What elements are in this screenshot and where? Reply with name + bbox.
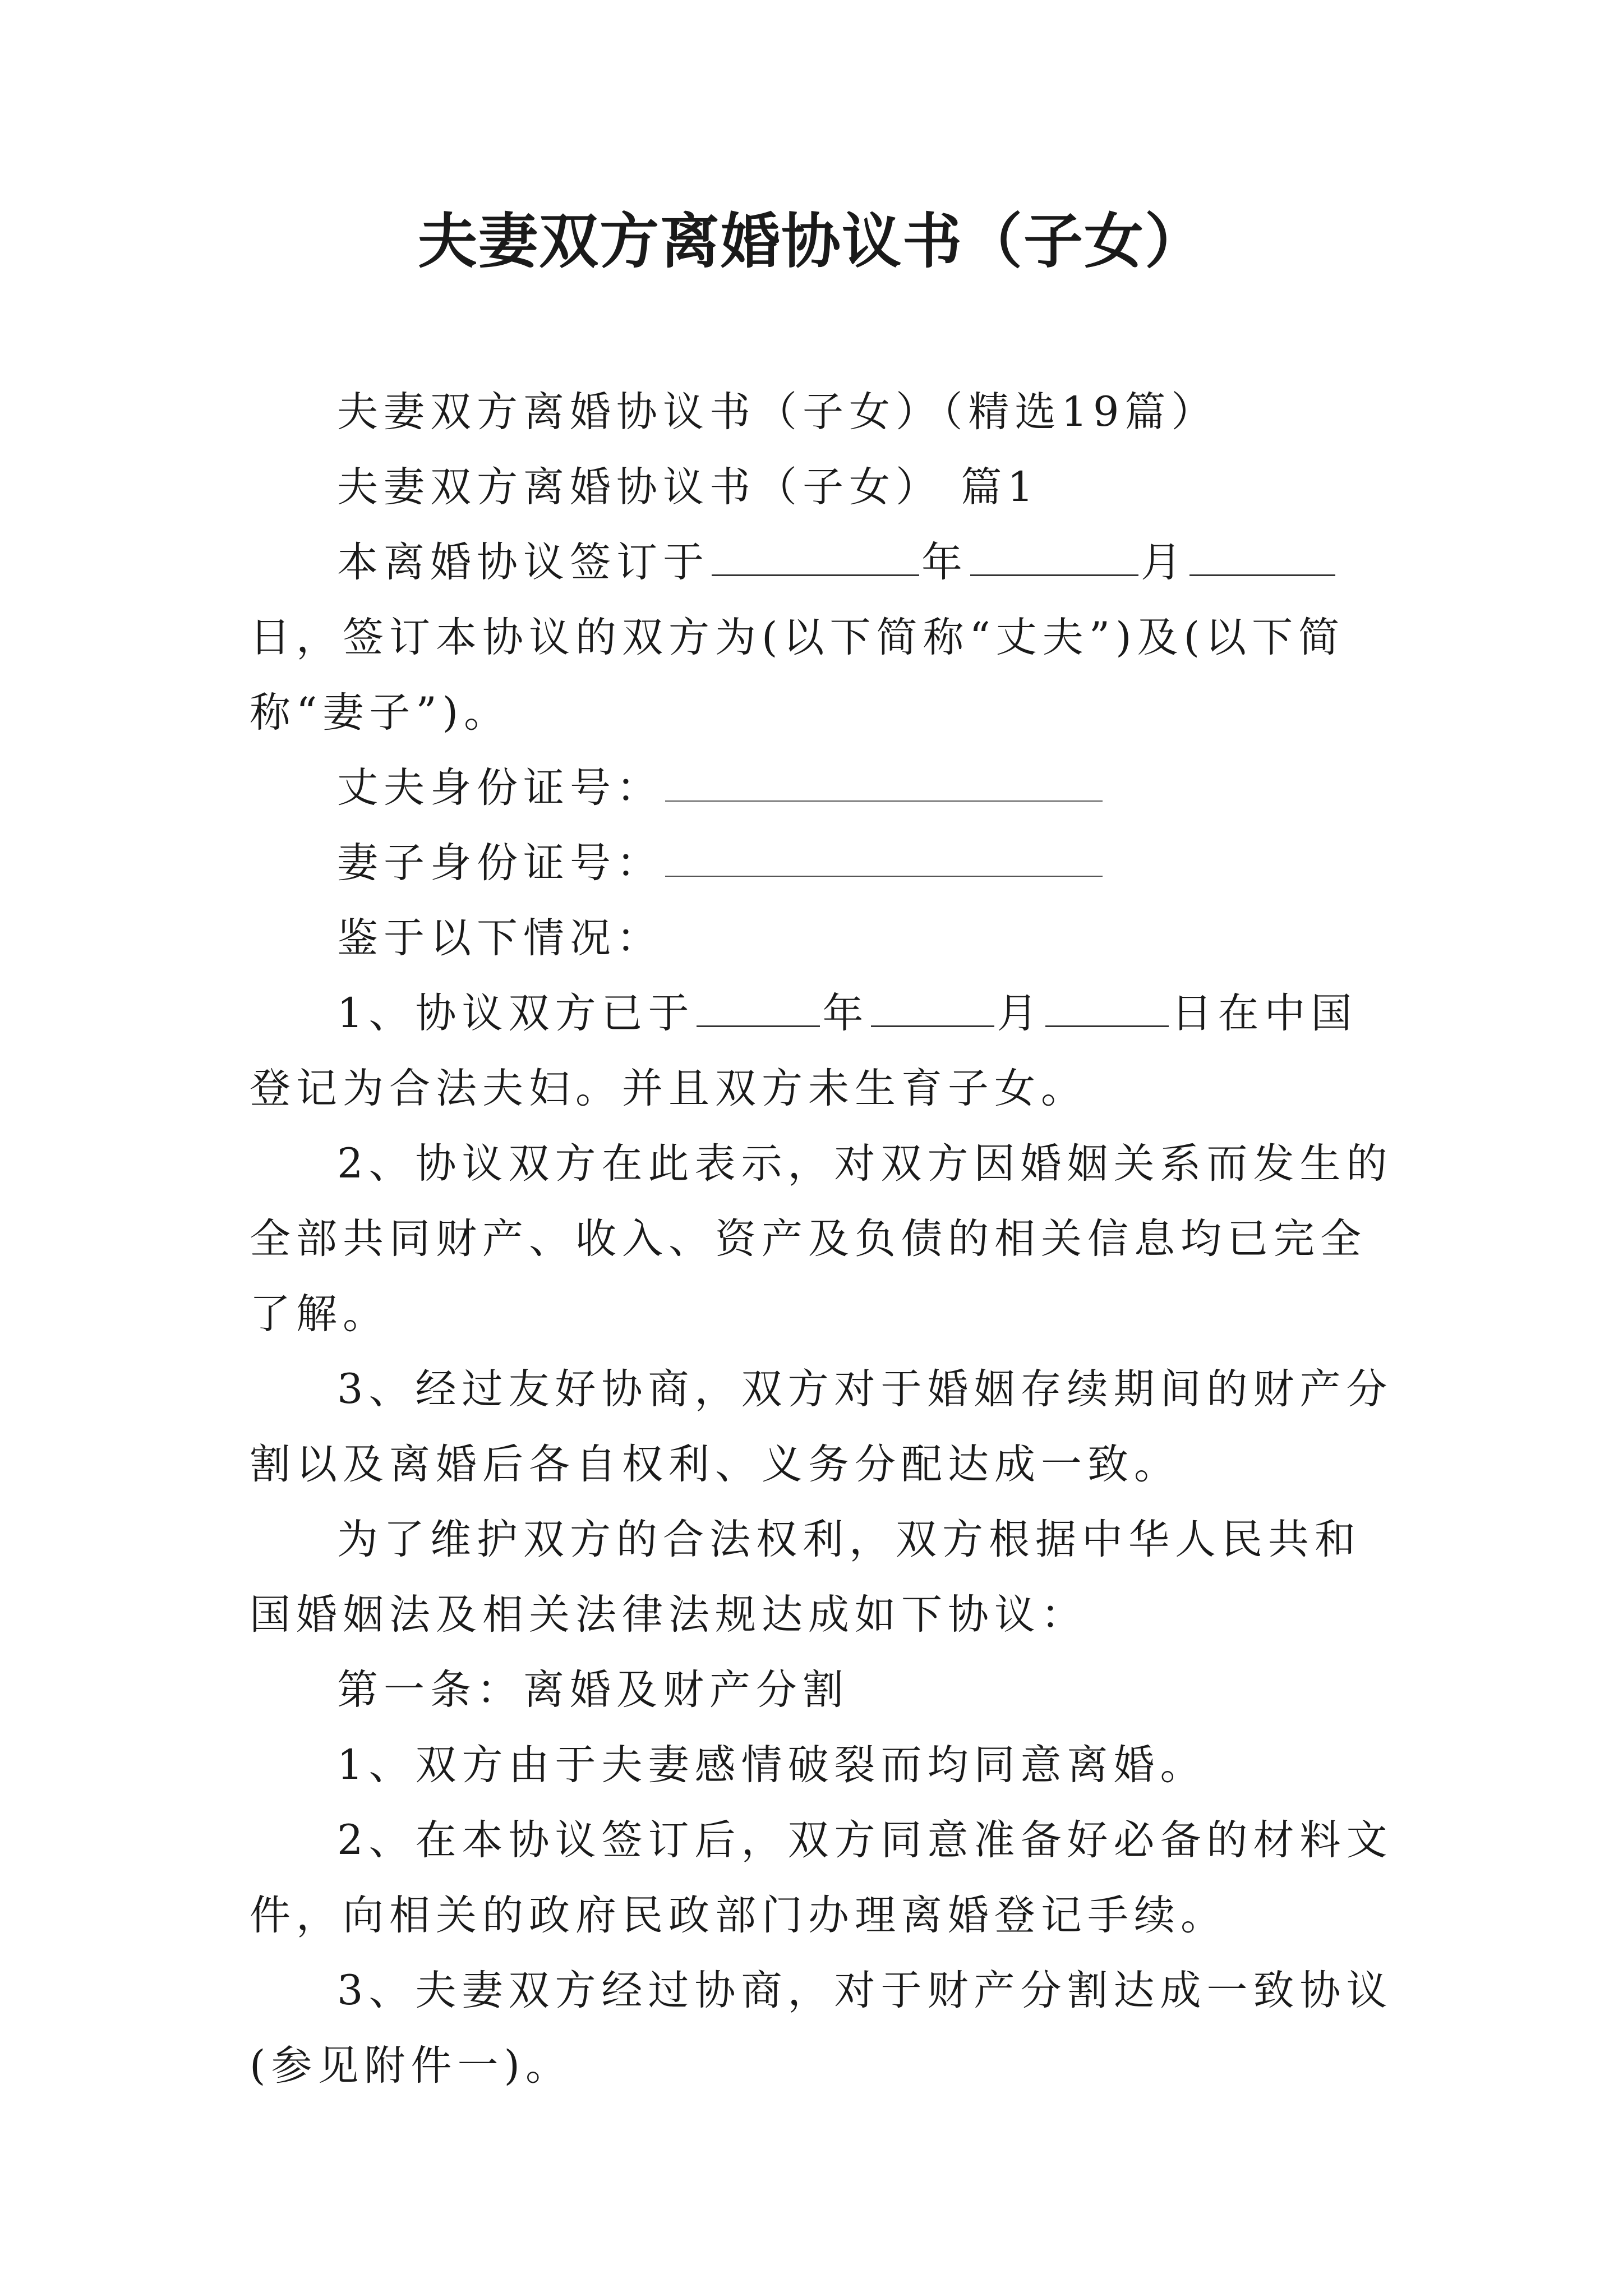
husband-id-blank (665, 761, 1103, 802)
whereas-line: 鉴于以下情况： (337, 914, 663, 962)
intro-text-end: 签订本协议的双方为(以下简称“丈夫”)及(以下简称“妻子”)。 (250, 614, 1345, 737)
intro-paragraph (250, 525, 1394, 751)
item1-text-end: 日在中国登记为合法夫妇。并且双方未生育子女。 (250, 990, 1358, 1112)
whereas-item-1 (250, 976, 1394, 1126)
intro-text-start: 本离婚协议签订于 (337, 539, 709, 586)
whereas-item-2: 2、协议双方在此表示，对双方因婚姻关系而发生的全部共同财产、收入、资产及负债的相关信息均已完全了解。 (250, 1140, 1393, 1338)
intro-month-label: 月 (1141, 539, 1187, 586)
husband-id-label: 丈夫身份证号： (337, 764, 663, 812)
wife-id-blank (665, 836, 1103, 877)
intro-year-label: 年 (921, 539, 968, 586)
article1-item-1: 1、双方由于夫妻感情破裂而均同意离婚。 (337, 1741, 1207, 1789)
wife-id-line (250, 826, 1394, 901)
item1-month-label: 月 (997, 990, 1044, 1037)
wife-id-label: 妻子身份证号： (337, 839, 663, 887)
marriage-month-blank (871, 986, 994, 1027)
purpose-paragraph: 为了维护双方的合法权利，双方根据中华人民共和国婚姻法及相关法律法规达成如下协议： (250, 1516, 1361, 1639)
intro-day-label: 日， (250, 614, 343, 661)
whereas-item-3: 3、经过友好协商，双方对于婚姻存续期间的财产分割以及离婚后各自权利、义务分配达成一致。 (250, 1365, 1393, 1488)
article1-heading: 第一条：离婚及财产分割 (337, 1666, 849, 1714)
marriage-year-blank (697, 986, 820, 1027)
document-body (250, 375, 1394, 2104)
signing-day-blank (1189, 535, 1335, 576)
article1-item-2: 2、在本协议签订后，双方同意准备好必备的材料文件，向相关的政府民政部门办理离婚登记手续。 (250, 1816, 1393, 1939)
marriage-day-blank (1045, 986, 1169, 1027)
item1-text-start: 1、协议双方已于 (337, 990, 695, 1037)
husband-id-line (250, 751, 1394, 826)
article1-item-3: 3、夫妻双方经过协商，对于财产分割达成一致协议(参见附件一)。 (250, 1967, 1393, 2090)
section-heading: 夫妻双方离婚协议书（子女） 篇1 (337, 463, 1039, 511)
signing-year-blank (712, 535, 919, 576)
item1-year-label: 年 (822, 990, 869, 1037)
signing-month-blank (970, 535, 1138, 576)
subtitle: 夫妻双方离婚协议书（子女）（精选19篇） (337, 388, 1218, 436)
document-title: 夫妻双方离婚协议书（子女） (418, 206, 1205, 276)
